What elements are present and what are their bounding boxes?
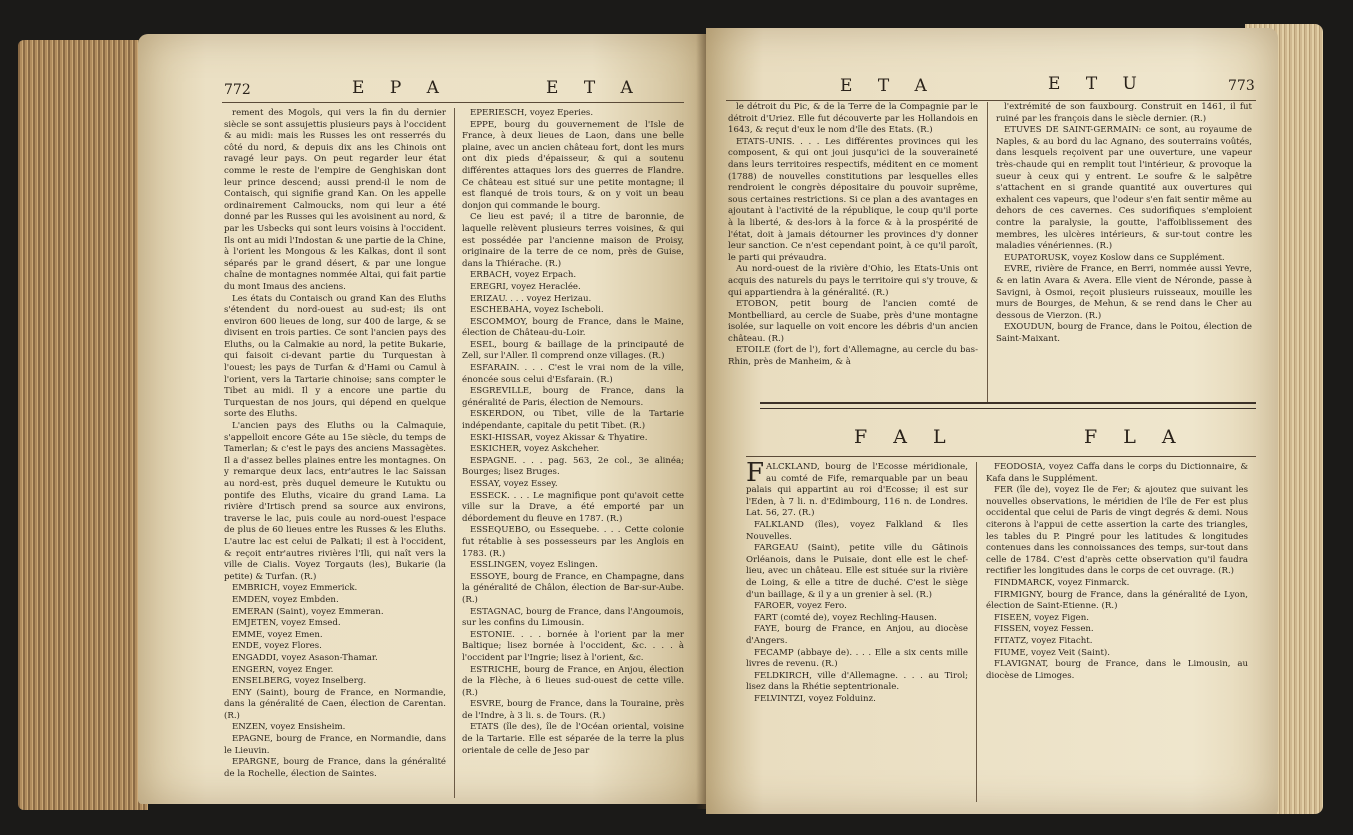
dictionary-entry: ESSLINGEN, voyez Eslingen. (470, 560, 598, 571)
right-page-column-1 (728, 102, 978, 402)
dictionary-entry: FLAVIGNAT, bourg de France, dans le Limousin, au diocèse de Limoges. (986, 659, 1248, 681)
dictionary-entry: ETOBON, petit bourg de l'ancien comté de Montbelliard, au cercle de Suabe, près d'une montagne isolée, sur laquelle on voit encore les débris d'un ancien château. (R.) (728, 299, 978, 344)
left-page-column-2 (462, 108, 684, 798)
left-page-number: 772 (224, 82, 251, 98)
dictionary-entry: ETATS-UNIS. . . . Les différentes provinces qui les composent, & qui ont joui jusqu'ici de la souveraineté dans leurs territoires respectifs, méditent en ce moment (1788) de nouvelles constitutions par lesquelles elles rendroient le congrès dépositaire du pouvoir suprême, sous certaines restrictions. Si ce plan a des avantages en ajoutant à l'activité de la république, le coup qu'il porte à la liberté, & des-lors à la force & à la prospérité de l'état, doit à jamais détourner les provinces d'y donner leur sanction. Ce n'est cependant point, à ce qu'il paroît, le parti qui prévaudra. (728, 136, 978, 263)
dictionary-entry: FALKLAND (îles), voyez Falkland & Iles Nouvelles. (746, 519, 968, 542)
dictionary-entry: FECAMP (abbaye de). . . . Elle a six cents mille livres de revenu. (R.) (746, 647, 968, 670)
right-lower-column-rule (976, 462, 977, 802)
dictionary-entry: EMJETEN, voyez Emsed. (232, 618, 341, 629)
left-page-column-1 (224, 108, 446, 798)
dictionary-entry: ESSAY, voyez Essey. (470, 479, 558, 489)
dictionary-entry: EMDEN, voyez Embden. (232, 594, 339, 605)
left-running-head-left: E P A (352, 78, 449, 98)
left-running-head-right: E T A (546, 78, 643, 98)
dictionary-entry: EPAGNE, bourg de France, en Normandie, dans le Lieuvin. (224, 734, 446, 756)
dictionary-entry: Les états du Contaisch ou grand Kan des Eluths s'étendent du nord-ouest au sud-est; ils ont environ 600 lieues de long, sur 400 de large, & se divisent en trois parties. Ce sont l'ancien pays des Eluths, ou la Calmakie au nord, la petite Bukarie, qui faisoit ci-devant partie du Turquestan à l'ouest; les pays de Turfan & d'Hami ou Camul à l'orient, vers la Tartarie chinoise; sans compter le Tibet au midi. Il y a encore une partie du Turquestan de nos jours, qui dépend en quelque sorte des Eluths. (224, 293, 446, 420)
left-page-block-edge (18, 40, 148, 810)
drop-cap-letter: F (746, 458, 765, 488)
right-page-column-3 (746, 458, 968, 802)
dictionary-entry: FIUME, voyez Veit (Saint). (994, 647, 1110, 658)
dictionary-entry: FARGEAU (Saint), petite ville du Gâtinois Orléanois, dans le Puisaie, dont elle est le chef-lieu, avec un château. Elle est située sur la rivière de Loing, & elle a titre de duché. C'est le siège d'un baillage, & il y a un grenier à sel. (R.) (746, 543, 968, 600)
dictionary-entry: ESCOMMOY, bourg de France, dans le Maine, élection de Château-du-Loir. (462, 316, 684, 339)
section-divider-rule (760, 402, 1256, 409)
dictionary-entry: Au nord-ouest de la rivière d'Ohio, les Etats-Unis ont acquis des naturels du pays le territoire qui s'y trouve, & qui appartiendra à la généralité. (R.) (728, 264, 978, 298)
dictionary-entry: FAROER, voyez Fero. (754, 601, 847, 612)
left-head-rule (222, 102, 684, 103)
dictionary-entry: ENGERN, voyez Enger. (232, 664, 334, 675)
dictionary-entry: l'extrémité de son fauxbourg. Construit en 1461, il fut ruiné par les françois dans le siècle dernier. (R.) (996, 102, 1252, 124)
dictionary-entry: EREGRI, voyez Heraclée. (470, 281, 581, 292)
right-page-number: 773 (1228, 78, 1255, 94)
dictionary-entry: FISSEN, voyez Fessen. (994, 624, 1094, 635)
dictionary-entry: ESEL, bourg & baillage de la principauté de Zell, sur l'Aller. Il comprend onze villages. (R.) (462, 339, 684, 362)
section-head-rule (746, 456, 1256, 457)
right-head-rule (726, 100, 1256, 101)
dictionary-entry: ESKICHER, voyez Askcheher. (470, 444, 600, 455)
dictionary-entry: FINDMARCK, voyez Finmarck. (994, 577, 1130, 588)
right-page (706, 28, 1278, 814)
dictionary-entry: ENY (Saint), bourg de France, en Normandie, dans la généralité de Caen, élection de Carentan. (R.) (224, 687, 446, 721)
dictionary-entry: L'ancien pays des Eluths ou la Calmaquie, s'appelloit encore Géte au 15e siècle, du temps de Tamerlan; & c'est le pays des anciens Massagètes. Il a d'assez belles plaines entre les montagnes. On y remarque deux lacs, entr'autres le lac Saissan au nord-est, près duquel demeure le Kutuktu ou pontife des Eluths, vicaire du grand Lama. La rivière d'Irtisch prend sa source aux environs, traverse le lac, puis coule au nord-ouest l'espace de plus de 60 lieues entre les Russes & les Eluths. L'autre lac est celui de Palkati; il est à l'occident, & reçoit entr'autres rivières l'Ili, qui naît vers la ville de Cialis. Voyez Torgauts (les), Bukarie (la petite) & Turfan. (R.) (224, 421, 446, 582)
dictionary-entry: EPERIESCH, voyez Eperies. (470, 108, 594, 118)
dictionary-entry: ESVRE, bourg de France, dans la Touraine, près de l'Indre, à 3 li. s. de Tours. (R.) (462, 699, 684, 721)
dictionary-entry: ESSOYE, bourg de France, en Champagne, dans la généralité de Châlon, élection de Bar-sur-Aube. (R.) (462, 571, 684, 605)
dictionary-entry: EVRE, rivière de France, en Berri, nommée aussi Yevre, & en latin Avara & Avera. Elle vient de Néronde, passe à Savigni, à Osmoi, reçoit plusieurs ruisseaux, mouille les murs de Bourges, de Mehun, & se rend dans le Cher au dessous de Vierzon. (R.) (996, 264, 1252, 321)
dictionary-entry: EMME, voyez Emen. (232, 629, 323, 640)
dictionary-entry: EPARGNE, bourg de France, dans la généralité de la Rochelle, élection de Saintes. (224, 757, 446, 779)
right-running-head-right: E T U (1048, 74, 1147, 94)
dictionary-entry: ESSEQUEBO, ou Essequebe. . . . Cette colonie fut rétablie à ses possesseurs par les Anglois en 1783. (R.) (462, 525, 684, 559)
dictionary-entry: ENDE, voyez Flores. (232, 641, 322, 652)
dictionary-entry: EMBRICH, voyez Emmerick. (232, 583, 358, 594)
right-page-column-2 (996, 102, 1252, 402)
dictionary-entry: FISEEN, voyez Figen. (994, 612, 1090, 623)
dictionary-entry: ESTONIE. . . . bornée à l'orient par la mer Baltique; lisez bornée à l'occident, &c. . . . à l'occident par l'Ingrie; lisez à l'orient, &c. (462, 629, 684, 663)
right-upper-column-rule (987, 102, 988, 402)
dictionary-entry: ESGREVILLE, bourg de France, dans la généralité de Paris, élection de Nemours. (462, 386, 684, 408)
dictionary-entry: ERIZAU. . . . voyez Herizau. (470, 293, 592, 304)
dictionary-entry: FER (île de), voyez Ile de Fer; & ajoutez que suivant les nouvelles observations, le méridien de l'île de Fer est plus occidental que celui de Paris de vingt degrés & demi. Nous citerons à l'appui de cette assertion la carte des triangles, les tables du P. Pingré pour les latitudes & longitudes contenues dans les connoissances des temps, sur-tout dans celle de 1784. C'est d'après cette observation qu'il faudra rectifier les longitudes dans le corps de cet ouvrage. (R.) (986, 485, 1248, 577)
dictionary-entry: FITATZ, voyez Fitacht. (994, 635, 1093, 646)
dictionary-entry: ESKERDON, ou Tibet, ville de la Tartarie indépendante, capitale du petit Tibet. (R.) (462, 409, 684, 432)
dictionary-entry: ESCHEBAHA, voyez Ischeboli. (470, 305, 604, 316)
dictionary-entry: EUPATORUSK, voyez Koslow dans ce Supplément. (1004, 252, 1225, 263)
right-running-head-left: E T A (840, 76, 937, 96)
dictionary-entry: ESKI-HISSAR, voyez Akissar & Thyatire. (470, 432, 648, 443)
dictionary-entry: ERBACH, voyez Erpach. (470, 270, 577, 281)
dictionary-entry: ESSECK. . . . Le magnifique pont qu'avoit cette ville sur la Drave, a été emporté par un débordement du fleuve en 1787. (R.) (462, 490, 684, 524)
dictionary-entry: FEODOSIA, voyez Caffa dans le corps du Dictionnaire, & Kafa dans le Supplément. (986, 462, 1248, 484)
dictionary-entry: FAYE, bourg de France, en Anjou, au diocèse d'Angers. (746, 624, 968, 646)
section-head-left: F A L (854, 426, 956, 448)
dictionary-entry: EXOUDUN, bourg de France, dans le Poitou, élection de Saint-Maixant. (996, 322, 1252, 344)
dictionary-entry: ENZEN, voyez Ensisheim. (232, 722, 346, 733)
entry-falckland: FALCKLAND, bourg de l'Ecosse méridionale, au comté de Fife, remarquable par un beau palais qui appartint au roi d'Ecosse; il est sur l'Eden, à 7 li. n. d'Edimbourg, 116 n. de Londres. Lat. 56, 27. (R.) (746, 458, 968, 519)
dictionary-entry: FIRMIGNY, bourg de France, dans la généralité de Lyon, élection de Saint-Etienne. (R.) (986, 589, 1248, 612)
dictionary-entry: FELVINTZI, voyez Folduinz. (754, 693, 876, 704)
dictionary-entry: rement des Mogols, qui vers la fin du dernier siècle se sont assujettis plusieurs pays à l'occident & au midi: mais les Russes les ont resserrés du côté du nord, & depuis dix ans les Chinois ont ravagé leur pays. On peut regarder leur état comme le reste de l'empire de Genghiskan dont leur prince descend; aussi prend-il le nom de Contaisch, qui signifie grand Kan. On les appelle ordinairement Calmoucks, nom qui leur a été donné par les Russes qui les avoisinent au nord, & par les Usbecks qui sont leurs voisins à l'occident. Ils ont au midi l'Indostan & une partie de la Chine, à l'orient les Mongous & les Kalkas, dont il sont séparés par le grand désert, & par une longue chaîne de montagnes nommée Altai, qui fait partie du mont Imaus des anciens. (224, 108, 446, 292)
dictionary-entry: ESPAGNE. . . . pag. 563, 2e col., 3e alinéa; Bourges; lisez Bruges. (462, 455, 684, 478)
dictionary-entry: ESTAGNAC, bourg de France, dans l'Angoumois, sur les confins du Limousin. (462, 606, 684, 629)
section-head-right: F L A (1084, 426, 1186, 448)
dictionary-entry: ETUVES DE SAINT-GERMAIN: ce sont, au royaume de Naples, & au bord du lac Agnano, des souterrains voûtés, dans lesquels reçoivent par une ouverture, une vapeur très-chaude qui en remplit tout l'intérieur, & provoque la sueur à ceux qui y entrent. Le soufre & le salpêtre s'attachent en si grande quantité aux ouvertures qui exhalent ces vapeurs, que l'odeur s'en fait sentir même au dehors de ces cavernes. Ces sudorifiques s'emploient contre la paralysie, la goutte, l'affoiblissement des membres, les ulcères intérieurs, & sur-tout contre les maladies vénériennes. (R.) (996, 125, 1252, 252)
dictionary-entry: ENGADDI, voyez Asason-Thamar. (232, 652, 378, 663)
dictionary-entry: EMERAN (Saint), voyez Emmeran. (232, 606, 384, 617)
dictionary-entry: FART (comté de), voyez Rechling-Hausen. (754, 612, 937, 623)
left-page (138, 34, 706, 804)
dictionary-entry: EPPE, bourg du gouvernement de l'Isle de France, à deux lieues de Laon, dans une belle plaine, avec un ancien château fort, dont les murs ont dix pieds d'épaisseur, & qui a soutenu différentes attaques lors des guerres de Flandre. Ce château est situé sur une petite montagne; il est flanqué de trois tours, & on y voit un beau donjon qui commande le bourg. (462, 119, 684, 211)
right-page-column-4 (986, 462, 1248, 802)
dictionary-entry: ENSELBERG, voyez Inselberg. (232, 676, 367, 687)
dictionary-entry: ESTRICHE, bourg de France, en Anjou, élection de la Flèche, à 6 lieues sud-ouest de cette ville. (R.) (462, 664, 684, 698)
dictionary-entry: ETOILE (fort de l'), fort d'Allemagne, au cercle du bas-Rhin, près de Manheim, & à (728, 345, 978, 368)
dictionary-entry: FELDKIRCH, ville d'Allemagne. . . . au Tirol; lisez dans la Rhétie septentrionale. (746, 670, 968, 693)
dictionary-entry: le détroit du Pic, & de la Terre de la Compagnie par le détroit d'Uriez. Elle fut découverte par les Hollandois en 1643, & reçut d'eux le nom d'île des Etats. (R.) (728, 102, 978, 136)
dictionary-entry: ETATS (île des), île de l'Océan oriental, voisine de la Tartarie. Elle est séparée de la terre la plus orientale de celle de Jeso par (462, 722, 684, 756)
dictionary-entry: ESFARAIN. . . . C'est le vrai nom de la ville, énoncée sous celui d'Esfarain. (R.) (462, 363, 684, 385)
left-column-rule (454, 108, 455, 798)
dictionary-entry: Ce lieu est pavé; il a titre de baronnie, de laquelle relèvent plusieurs terres voisines, & qui est possédée par l'ancienne maison de Proisy, originaire de la terre de ce nom, près de Guise, dans la Thiérache. (R.) (462, 212, 684, 269)
